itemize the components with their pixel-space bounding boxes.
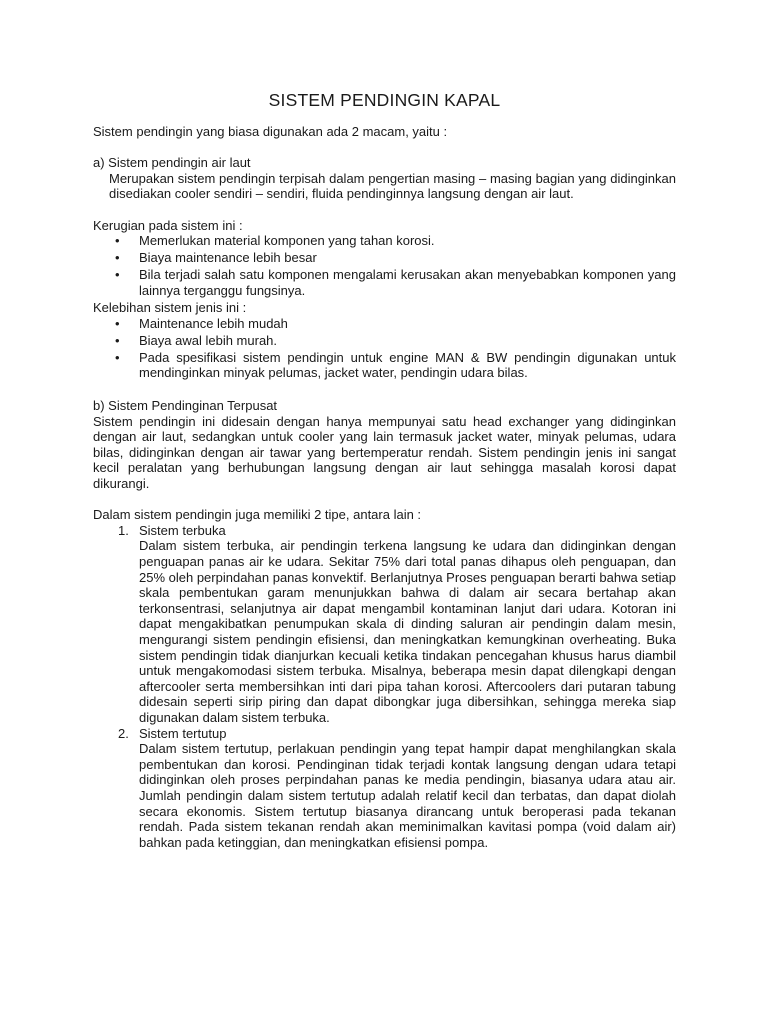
list-item: • Biaya awal lebih murah.	[115, 332, 278, 348]
types-list	[93, 523, 676, 850]
bullet-icon: •	[115, 315, 120, 331]
disadvantages-list	[93, 233, 676, 298]
section-a-heading: a) Sistem pendingin air laut	[93, 155, 251, 171]
bullet-icon: •	[115, 250, 120, 266]
type-description: Dalam sistem terbuka, air pendingin terkena langsung ke udara dan didinginkan dengan penguapan panas air ke udara. Sekitar 75% dari total panas dihapus oleh penguapan, dan 25% oleh perpindahan panas konvektif. Berlanjutnya Proses penguapan berarti bahwa setiap skala pembentukan garam menunjukkan bahwa di dalam air secara bertahap akan terkonsentrasi, selanjutnya air dapat mengambil kontaminan lanjut dari udara. Kotoran ini dapat mengakibatkan penumpukan skala di dinding saluran air pendingin dalam mesin, mengurangi sistem pendingin efisiensi, dan meningkatkan kemungkinan overheating. Buka sistem pendingin tidak dianjurkan kecuali ketika tindakan pencegahan khusus harus diambil untuk mengakomodasi sistem terbuka. Misalnya, beberapa mesin dapat dilengkapi dengan aftercooler serta membersihkan inti dari pipa tahan korosi. Aftercoolers dari putaran tabung didesain seperti sirip piring dan dapat dibongkar juga dibersihkan, sehingga mereka siap digunakan dalam sistem terbuka.	[139, 538, 676, 725]
type-name: Sistem terbuka	[139, 522, 226, 538]
list-item	[93, 523, 676, 726]
bullet-icon: •	[115, 349, 120, 365]
section-a-text: Merupakan sistem pendingin terpisah dalam pengertian masing – masing bagian yang didinginkan disediakan cooler sendiri – sendiri, fluida pendinginnya langsung dengan air laut.	[109, 170, 676, 202]
list-item: • Pada spesifikasi sistem pendingin untuk engine MAN & BW pendingin digunakan untuk mendinginkan minyak pelumas, jacket water, pendingin udara bilas.	[115, 349, 676, 381]
document-title: SISTEM PENDINGIN KAPAL	[268, 90, 501, 110]
list-item	[93, 726, 676, 851]
advantages-heading: Kelebihan sistem jenis ini :	[93, 300, 247, 316]
list-item: • Memerlukan material komponen yang tahan korosi.	[115, 233, 435, 249]
section-b-heading: b) Sistem Pendinginan Terpusat	[93, 398, 278, 414]
list-item: • Maintenance lebih mudah	[115, 315, 288, 331]
document-content	[93, 90, 676, 850]
bullet-icon: •	[115, 267, 120, 283]
advantages-list	[93, 316, 676, 381]
type-description: Dalam sistem tertutup, perlakuan pendingin yang tepat hampir dapat menghilangkan skala pembentukan dan korosi. Pendinginan tidak terjadi kontak langsung dengan udara tetapi didinginkan oleh proses perpindahan panas ke media pendingin, biasanya udara atau air. Jumlah pendingin dalam sistem tertutup adalah relatif kecil dan terbatas, dan dapat diolah secara ekonomis. Sistem tertutup biasanya dirancang untuk beroperasi pada tekanan rendah. Pada sistem tekanan rendah akan meminimalkan kavitasi pompa (void dalam air) bahkan pada ketinggian, dan meningkatkan efisiensi pompa.	[139, 741, 676, 850]
list-number: 2.	[118, 725, 129, 741]
disadvantages-heading: Kerugian pada sistem ini :	[93, 217, 243, 233]
list-item: • Bila terjadi salah satu komponen mengalami kerusakan akan menyebabkan komponen yang lainnya terganggu fungsinya.	[115, 267, 676, 298]
type-name: Sistem tertutup	[139, 725, 227, 741]
list-number: 1.	[118, 522, 129, 538]
bullet-icon: •	[115, 233, 120, 249]
intro-paragraph: Sistem pendingin yang biasa digunakan ada 2 macam, yaitu :	[93, 124, 448, 139]
section-b-text: Sistem pendingin ini didesain dengan hanya mempunyai satu head exchanger yang didinginkan dengan air laut, sedangkan untuk cooler yang lain termasuk jacket water, minyak pelumas, udara bilas, didinginkan dengan air tawar yang bertemperatur rendah. Sistem pendingin jenis ini sangat kecil peralatan yang berhubungan langsung dengan air laut sehingga masalah korosi dapat dikurangi.	[93, 413, 676, 492]
types-intro: Dalam sistem pendingin juga memiliki 2 tipe, antara lain :	[93, 507, 422, 523]
list-item: • Biaya maintenance lebih besar	[115, 250, 317, 266]
bullet-icon: •	[115, 332, 120, 348]
